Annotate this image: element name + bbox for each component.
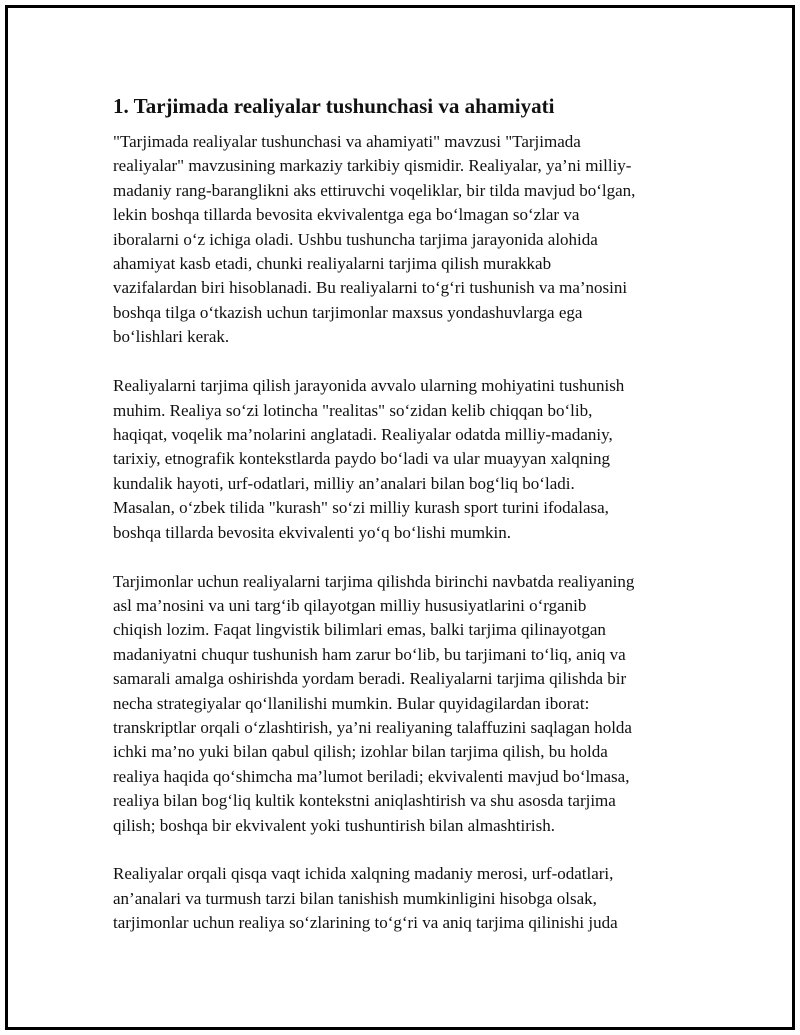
text-line: haqiqat, voqelik ma’nolarini anglatadi. Realiyalar odatda milliy-madaniy, bbox=[113, 424, 613, 444]
text-line: madaniyatni chuqur tushunish ham zarur bo‘lib, bu tarjimani to‘liq, aniq va bbox=[113, 644, 626, 664]
text-line: tarjimonlar uchun realiya so‘zlarining to‘g‘ri va aniq tarjima qilinishi juda bbox=[113, 913, 618, 933]
text-line: necha strategiyalar qo‘llanilishi mumkin. Bular quyidagilardan iborat: bbox=[113, 693, 590, 713]
paragraph-2 bbox=[113, 374, 688, 545]
text-line: samarali amalga oshirishda yordam beradi. Realiyalarni tarjima qilishda bir bbox=[113, 669, 627, 689]
paragraph-1 bbox=[113, 130, 688, 350]
text-line: iboralarni o‘z ichiga oladi. Ushbu tushuncha tarjima jarayonida alohida bbox=[113, 229, 598, 249]
text-line: "Tarjimada realiyalar tushunchasi va ahamiyati" mavzusi "Tarjimada bbox=[113, 132, 581, 151]
text-line: Masalan, o‘zbek tilida "kurash" so‘zi milliy kurash sport turini ifodalasa, bbox=[113, 498, 609, 518]
section-heading: 1. Tarjimada realiyalar tushunchasi va ahamiyati bbox=[113, 94, 555, 118]
text-line: ahamiyat kasb etadi, chunki realiyalarni tarjima qilish murakkab bbox=[113, 254, 552, 274]
text-line: transkriptlar orqali o‘zlashtirish, ya’ni realiyaning talaffuzini saqlagan holda bbox=[113, 717, 632, 737]
text-line: madaniy rang-baranglikni aks ettiruvchi voqeliklar, bir tilda mavjud bo‘lgan, bbox=[113, 180, 636, 200]
text-line: tarixiy, etnografik kontekstlarda paydo bo‘ladi va ular muayyan xalqning bbox=[113, 449, 610, 469]
paragraph-3 bbox=[113, 570, 688, 838]
text-line: asl ma’nosini va uni targ‘ib qilayotgan milliy hususiyatlarini o‘rganib bbox=[113, 595, 587, 615]
text-line: qilish; boshqa bir ekvivalent yoki tushuntirish bilan almashtirish. bbox=[113, 815, 555, 835]
text-line: realiya haqida qo‘shimcha ma’lumot beriladi; ekvivalenti mavjud bo‘lmasa, bbox=[113, 766, 630, 786]
text-line: muhim. Realiya so‘zi lotincha "realitas" so‘zidan kelib chiqqan bo‘lib, bbox=[113, 400, 593, 420]
text-line: boshqa tilga o‘tkazish uchun tarjimonlar maxsus yondashuvlarga ega bbox=[113, 302, 583, 322]
text-line: vazifalardan biri hisoblanadi. Bu realiyalarni to‘g‘ri tushunish va ma’nosini bbox=[113, 278, 628, 298]
text-line: realiya bilan bog‘liq kultik kontekstni aniqlashtirish va shu asosda tarjima bbox=[113, 791, 616, 811]
text-line: bo‘lishlari kerak. bbox=[113, 327, 230, 347]
text-line: realiyalar" mavzusining markaziy tarkibiy qismidir. Realiyalar, ya’ni milliy- bbox=[113, 156, 632, 176]
text-line: Tarjimonlar uchun realiyalarni tarjima qilishda birinchi navbatda realiyaning bbox=[113, 571, 635, 591]
text-line: kundalik hayoti, urf-odatlari, milliy an’analari bilan bog‘liq bo‘ladi. bbox=[113, 473, 575, 493]
text-line: lekin boshqa tillarda bevosita ekvivalentga ega bo‘lmagan so‘zlar va bbox=[113, 205, 580, 225]
document-body bbox=[113, 92, 688, 960]
text-line: ichki ma’no yuki bilan qabul qilish; izohlar bilan tarjima qilish, bu holda bbox=[113, 742, 608, 762]
paragraph-4 bbox=[113, 862, 688, 935]
text-line: chiqish lozim. Faqat lingvistik bilimlari emas, balki tarjima qilinayotgan bbox=[113, 620, 606, 640]
text-line: Realiyalarni tarjima qilish jarayonida avvalo ularning mohiyatini tushunish bbox=[113, 376, 625, 396]
text-line: an’analari va turmush tarzi bilan tanishish mumkinligini hisobga olsak, bbox=[113, 888, 597, 908]
text-line: Realiyalar orqali qisqa vaqt ichida xalqning madaniy merosi, urf-odatlari, bbox=[113, 864, 614, 884]
text-line: boshqa tillarda bevosita ekvivalenti yo‘q bo‘lishi mumkin. bbox=[113, 522, 512, 542]
